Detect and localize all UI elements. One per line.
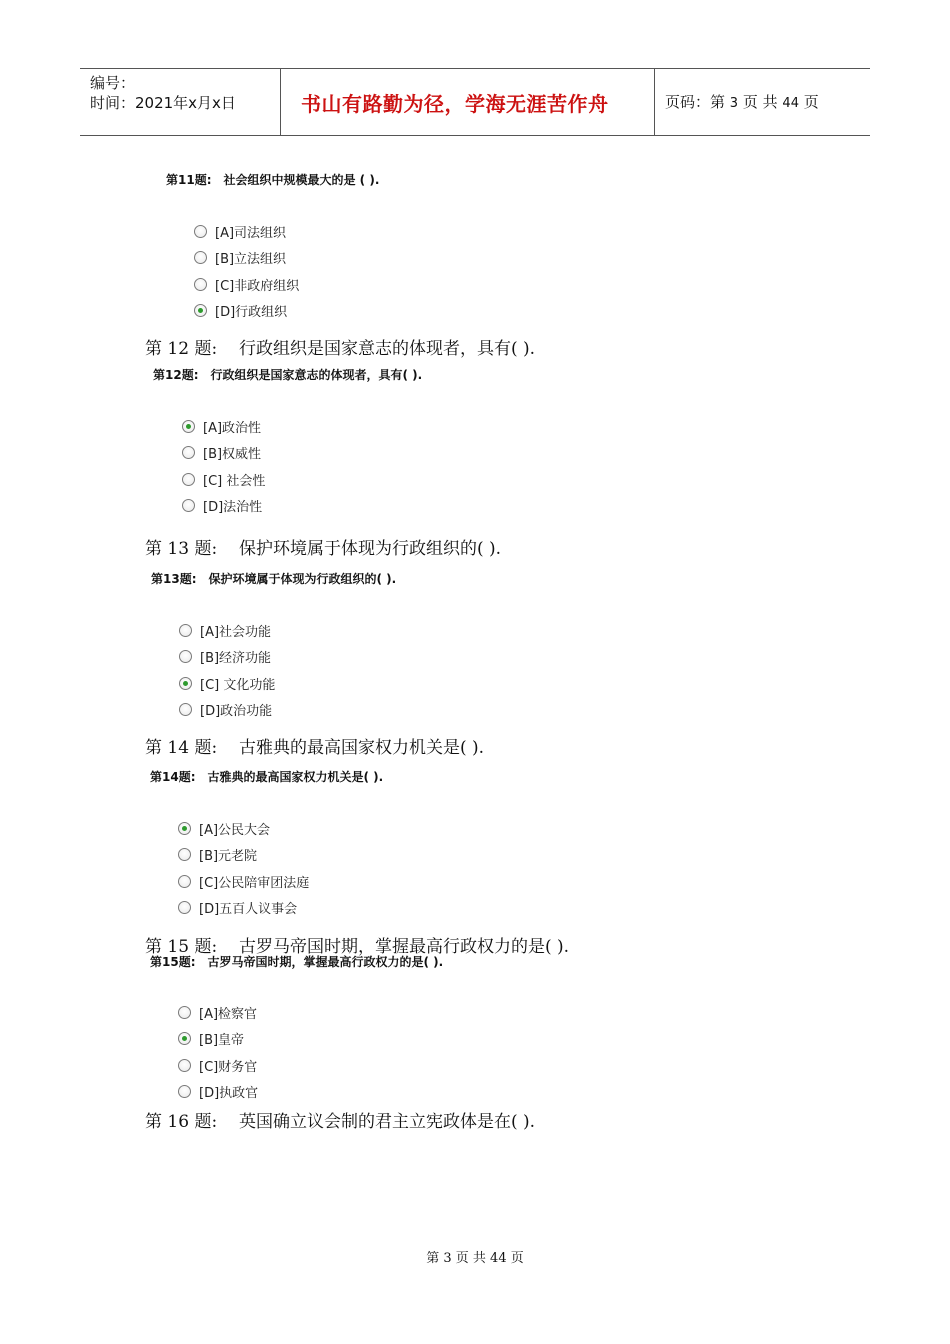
motto-text: 书山有路勤为径，学海无涯苦作舟 <box>301 92 609 116</box>
q15-text: 古罗马帝国时期，掌握最高行政权力的是( ). <box>239 937 570 957</box>
q14-screenshot-question <box>150 768 383 785</box>
q11-option-a[interactable] <box>194 222 286 240</box>
q15-option-b[interactable] <box>178 1029 244 1047</box>
option-label: [A]社会功能 <box>200 624 272 640</box>
option-label: [C] 社会性 <box>203 473 266 489</box>
q12-label: 第 12 题: <box>145 339 218 359</box>
q12-title <box>145 334 535 359</box>
q11-shot-label: 第11题: <box>166 173 212 187</box>
radio-icon[interactable] <box>194 278 207 291</box>
q14-option-c[interactable] <box>178 872 309 890</box>
header-motto-cell <box>281 69 655 135</box>
option-label: [B]权威性 <box>203 446 262 462</box>
radio-selected-icon[interactable] <box>178 1032 191 1045</box>
page-current: 3 <box>729 96 739 111</box>
q12-text: 行政组织是国家意志的体现者，具有( ). <box>239 339 536 359</box>
radio-icon[interactable] <box>178 1085 191 1098</box>
q12-option-a[interactable] <box>182 417 261 435</box>
q13-shot-label: 第13题: <box>151 572 197 586</box>
q13-label: 第 13 题: <box>145 539 218 559</box>
option-label: [A]公民大会 <box>199 822 271 838</box>
q12-option-b[interactable] <box>182 443 261 461</box>
q13-option-a[interactable] <box>179 621 271 639</box>
radio-selected-icon[interactable] <box>194 304 207 317</box>
page-prefix: 页码：第 <box>665 93 726 111</box>
serial-label: 编号： <box>90 74 136 92</box>
radio-selected-icon[interactable] <box>182 420 195 433</box>
date-label: 时间：2021年x月x日 <box>90 94 236 112</box>
option-label: [B]皇帝 <box>199 1032 245 1048</box>
radio-icon[interactable] <box>182 446 195 459</box>
q13-title <box>145 534 501 559</box>
option-label: [A]检察官 <box>199 1006 258 1022</box>
radio-icon[interactable] <box>178 901 191 914</box>
q15-shot-label: 第15题: <box>150 955 196 969</box>
page-header <box>80 68 870 136</box>
radio-icon[interactable] <box>178 875 191 888</box>
q12-shot-label: 第12题: <box>153 368 199 382</box>
q14-option-d[interactable] <box>178 898 297 916</box>
radio-icon[interactable] <box>194 225 207 238</box>
option-label: [A]司法组织 <box>215 225 287 241</box>
radio-icon[interactable] <box>179 650 192 663</box>
radio-icon[interactable] <box>178 848 191 861</box>
radio-icon[interactable] <box>179 703 192 716</box>
q14-option-b[interactable] <box>178 845 257 863</box>
radio-icon[interactable] <box>182 499 195 512</box>
option-label: [B]元老院 <box>199 848 258 864</box>
q15-shot-text: 古罗马帝国时期，掌握最高行政权力的是( ). <box>207 955 444 969</box>
option-label: [B]立法组织 <box>215 251 287 267</box>
q11-screenshot-question <box>166 171 379 188</box>
radio-icon[interactable] <box>178 1059 191 1072</box>
option-label: [D]法治性 <box>203 499 263 515</box>
page-middle: 页 共 <box>742 93 778 111</box>
option-label: [D]执政官 <box>199 1085 259 1101</box>
radio-selected-icon[interactable] <box>179 677 192 690</box>
q11-option-b[interactable] <box>194 248 286 266</box>
q13-text: 保护环境属于体现为行政组织的( ). <box>239 539 502 559</box>
option-label: [D]行政组织 <box>215 304 288 320</box>
q13-shot-text: 保护环境属于体现为行政组织的( ). <box>208 572 397 586</box>
q13-screenshot-question <box>151 570 396 587</box>
option-label: [A]政治性 <box>203 420 262 436</box>
page-total: 44 <box>782 96 799 111</box>
q13-option-d[interactable] <box>179 700 272 718</box>
q12-shot-text: 行政组织是国家意志的体现者，具有( ). <box>210 368 423 382</box>
option-label: [C] 文化功能 <box>200 677 276 693</box>
q12-screenshot-question <box>153 366 422 383</box>
q15-option-c[interactable] <box>178 1056 257 1074</box>
q15-screenshot-question <box>150 953 443 970</box>
option-label: [D]政治功能 <box>200 703 273 719</box>
q14-shot-label: 第14题: <box>150 770 196 784</box>
q11-option-d[interactable] <box>194 301 287 319</box>
q14-shot-text: 古雅典的最高国家权力机关是( ). <box>207 770 384 784</box>
q14-option-a[interactable] <box>178 819 270 837</box>
radio-selected-icon[interactable] <box>178 822 191 835</box>
q16-title <box>145 1107 535 1132</box>
q15-option-d[interactable] <box>178 1082 258 1100</box>
radio-icon[interactable] <box>179 624 192 637</box>
radio-icon[interactable] <box>194 251 207 264</box>
option-label: [C]非政府组织 <box>215 278 300 294</box>
q12-option-d[interactable] <box>182 496 262 514</box>
radio-icon[interactable] <box>182 473 195 486</box>
header-page-info <box>655 69 870 135</box>
q14-title <box>145 733 484 758</box>
q13-option-c[interactable] <box>179 674 275 692</box>
q15-option-a[interactable] <box>178 1003 257 1021</box>
q14-label: 第 14 题: <box>145 738 218 758</box>
option-label: [D]五百人议事会 <box>199 901 298 917</box>
page-footer: 第 3 页 共 44 页 <box>426 1251 524 1266</box>
q13-option-b[interactable] <box>179 647 271 665</box>
q15-label: 第 15 题: <box>145 937 218 957</box>
q11-option-c[interactable] <box>194 275 299 293</box>
header-meta <box>80 69 281 135</box>
q16-label: 第 16 题: <box>145 1112 218 1132</box>
q12-option-c[interactable] <box>182 470 265 488</box>
q14-text: 古雅典的最高国家权力机关是( ). <box>239 738 485 758</box>
option-label: [C]财务官 <box>199 1059 258 1075</box>
q11-shot-text: 社会组织中规模最大的是 ( ). <box>223 173 380 187</box>
option-label: [B]经济功能 <box>200 650 272 666</box>
option-label: [C]公民陪审团法庭 <box>199 875 310 891</box>
q16-text: 英国确立议会制的君主立宪政体是在( ). <box>239 1112 536 1132</box>
radio-icon[interactable] <box>178 1006 191 1019</box>
page-suffix: 页 <box>803 93 819 111</box>
